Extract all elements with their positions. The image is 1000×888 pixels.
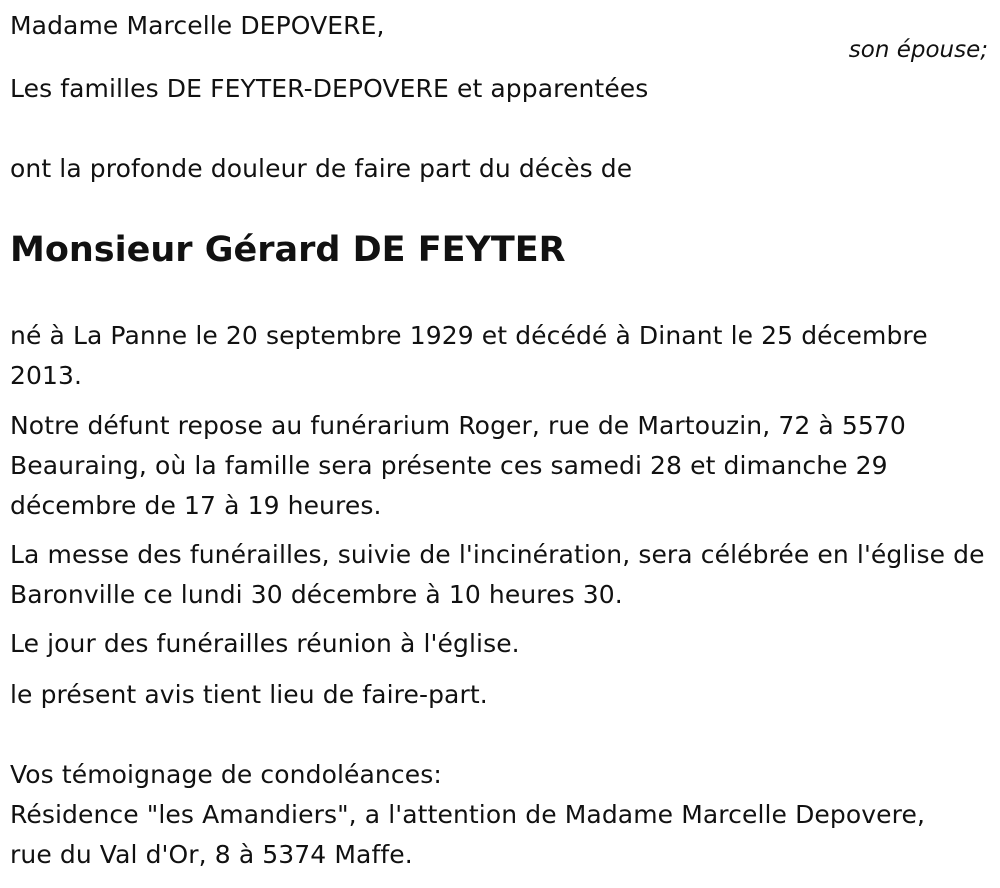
birth-death-paragraph: né à La Panne le 20 septembre 1929 et décédé à Dinant le 25 décembre 2013.	[10, 321, 928, 390]
condolences-address-line1: Résidence "les Amandiers", a l'attention de Madame Marcelle Depovere,	[10, 800, 925, 829]
families-line: Les familles DE FEYTER-DEPOVERE et apparentées	[10, 74, 649, 103]
deceased-name: Monsieur Gérard DE FEYTER	[10, 230, 566, 270]
condolences-heading: Vos témoignage de condoléances:	[10, 760, 442, 789]
meeting-paragraph: Le jour des funérailles réunion à l'église.	[10, 629, 520, 658]
notice-paragraph: le présent avis tient lieu de faire-part.	[10, 680, 488, 709]
mass-paragraph: La messe des funérailles, suivie de l'incinération, sera célébrée en l'église de Baronville ce lundi 30 décembre à 10 heures 30.	[10, 540, 985, 609]
widow-role: son épouse;	[848, 37, 988, 63]
widow-name: Madame Marcelle DEPOVERE,	[10, 11, 385, 40]
announcement-line: ont la profonde douleur de faire part du décès de	[10, 154, 633, 183]
repose-paragraph: Notre défunt repose au funérarium Roger, rue de Martouzin, 72 à 5570 Beauraing, où la famille sera présente ces samedi 28 et dimanche 29 décembre de 17 à 19 heures.	[10, 411, 906, 520]
condolences-address-line2: rue du Val d'Or, 8 à 5374 Maffe.	[10, 840, 413, 869]
